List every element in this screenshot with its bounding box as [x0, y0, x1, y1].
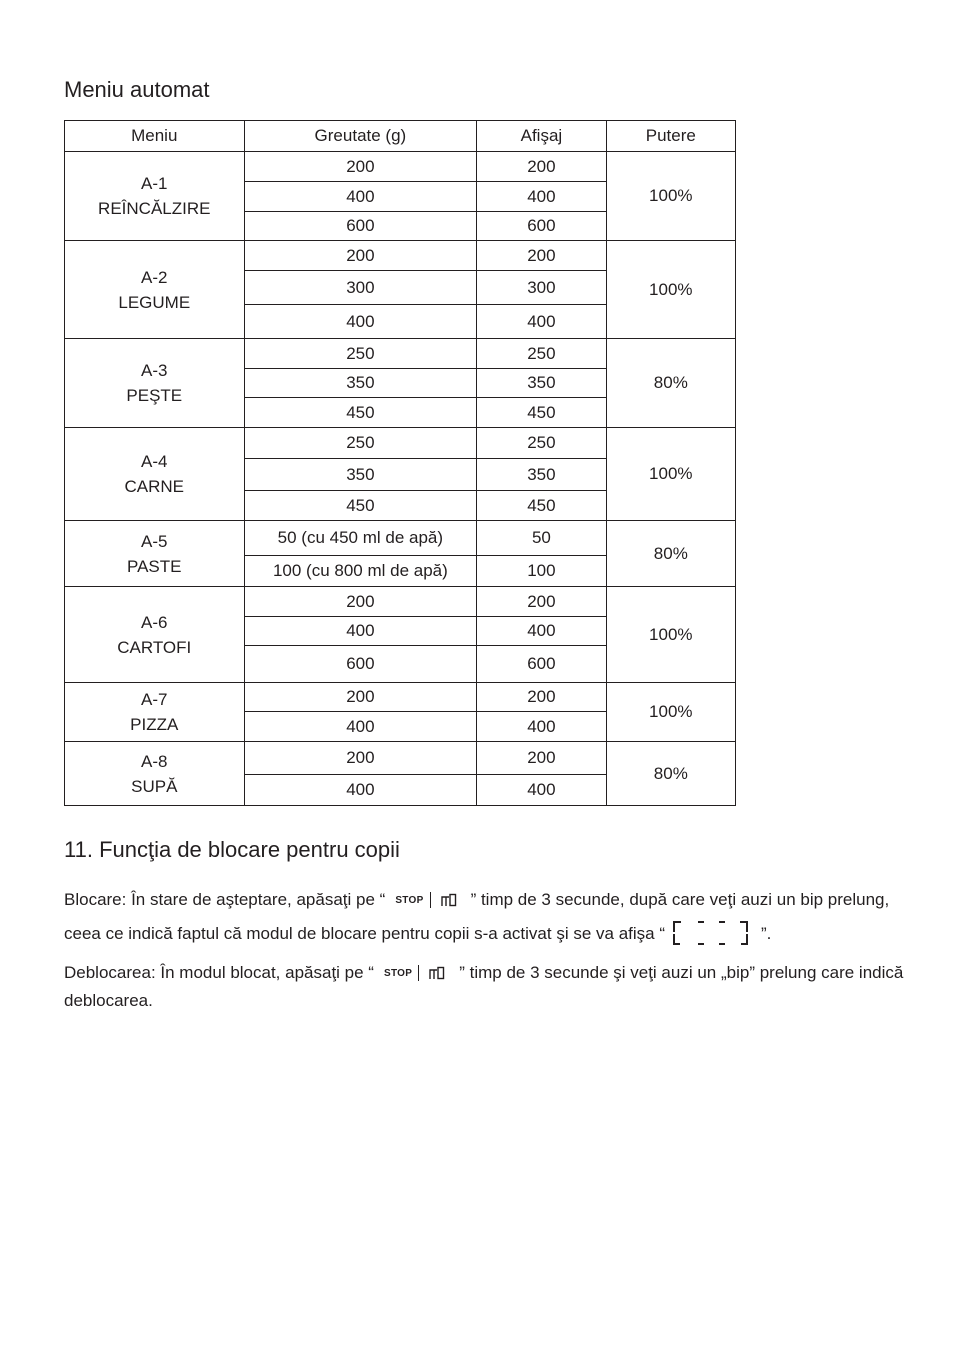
- page-title: Meniu automat: [64, 77, 210, 102]
- display-cell: 400: [477, 617, 606, 646]
- table-row: [65, 742, 736, 775]
- power-cell: 80%: [606, 521, 735, 587]
- weight-cell: 200: [244, 152, 477, 182]
- weight-cell: 450: [244, 491, 477, 521]
- menu-name: CARNE: [124, 477, 185, 496]
- power-cell: 100%: [606, 428, 735, 521]
- stop-icon: STOP: [383, 968, 413, 979]
- menu-name: PIZZA: [130, 715, 179, 734]
- table-row: [65, 428, 736, 459]
- menu-cell: [65, 339, 245, 428]
- power-cell: 100%: [606, 587, 735, 683]
- table-row: [65, 521, 736, 556]
- header-display: Afişaj: [477, 121, 606, 152]
- display-cell: 400: [477, 305, 606, 339]
- weight-cell: 600: [244, 212, 477, 241]
- display-cell: 600: [477, 646, 606, 683]
- lock-paragraph: [64, 884, 904, 957]
- table-row: [65, 152, 736, 182]
- menu-code: A-7: [141, 690, 168, 709]
- header-power: Putere: [606, 121, 735, 152]
- menu-code: A-5: [141, 531, 168, 551]
- menu-code: A-2: [141, 267, 168, 287]
- weight-cell: 100 (cu 800 ml de apă): [244, 556, 477, 587]
- display-cell: 200: [477, 152, 606, 182]
- display-cell: 50: [477, 521, 606, 556]
- weight-cell: 400: [244, 305, 477, 339]
- menu-name: SUPĂ: [131, 776, 178, 796]
- separator: [430, 892, 431, 908]
- display-cell: 350: [477, 459, 606, 491]
- weight-cell: 200: [244, 241, 477, 271]
- weight-cell: 50 (cu 450 ml de apă): [244, 521, 477, 556]
- weight-cell: 200: [244, 587, 477, 617]
- unlock-text-before: Deblocarea: În modul blocat, apăsaţi pe “: [64, 963, 374, 982]
- menu-name: REÎNCĂLZIRE: [98, 199, 211, 218]
- display-cell: 600: [477, 212, 606, 241]
- separator: [418, 965, 419, 981]
- section-title: 11. Funcţia de blocare pentru copii: [64, 837, 400, 862]
- weight-cell: 250: [244, 428, 477, 459]
- menu-name: LEGUME: [118, 292, 191, 312]
- key-lock-icon: [429, 962, 445, 988]
- table-row: [65, 587, 736, 617]
- menu-cell: [65, 587, 245, 683]
- lock-text-middle: ” timp de 3 secunde, după care veţi auzi un bip prelung, ceea ce indică faptul că modul de blocare pentru copii s-a activat şi se va afişa “: [64, 890, 890, 943]
- power-cell: 100%: [606, 241, 735, 339]
- display-cell: 250: [477, 428, 606, 459]
- table-row: [65, 683, 736, 712]
- weight-cell: 400: [244, 775, 477, 806]
- display-cell: 250: [477, 339, 606, 369]
- menu-code: A-3: [141, 361, 168, 380]
- display-cell: 200: [477, 587, 606, 617]
- unlock-paragraph: [64, 960, 904, 1014]
- lock-text-end: ”.: [761, 924, 772, 943]
- weight-cell: 300: [244, 271, 477, 305]
- weight-cell: 450: [244, 398, 477, 428]
- key-lock-icon: [441, 886, 457, 918]
- menu-code: A-4: [141, 452, 168, 471]
- menu-code: A-8: [141, 751, 168, 771]
- weight-cell: 200: [244, 683, 477, 712]
- display-cell: 400: [477, 712, 606, 742]
- menu-name: PASTE: [127, 556, 182, 576]
- auto-menu-table: [64, 120, 736, 806]
- menu-cell: [65, 152, 245, 241]
- weight-cell: 400: [244, 712, 477, 742]
- stop-icon: STOP: [395, 895, 424, 906]
- weight-cell: 250: [244, 339, 477, 369]
- table-header-row: [65, 121, 736, 152]
- menu-cell: [65, 742, 245, 806]
- header-menu: Meniu: [65, 121, 245, 152]
- display-cell: 100: [477, 556, 606, 587]
- menu-name: CARTOFI: [117, 637, 192, 657]
- display-cell: 200: [477, 241, 606, 271]
- display-cell: 400: [477, 182, 606, 212]
- menu-cell: [65, 521, 245, 587]
- display-cell: 450: [477, 491, 606, 521]
- header-weight: Greutate (g): [244, 121, 477, 152]
- weight-cell: 400: [244, 617, 477, 646]
- menu-cell: [65, 241, 245, 339]
- power-cell: 80%: [606, 742, 735, 806]
- weight-cell: 400: [244, 182, 477, 212]
- display-cell: 350: [477, 369, 606, 398]
- display-cell: 200: [477, 742, 606, 775]
- lock-display-icon: [671, 920, 755, 957]
- display-cell: 400: [477, 775, 606, 806]
- menu-name: PEŞTE: [126, 386, 183, 405]
- display-cell: 450: [477, 398, 606, 428]
- power-cell: 80%: [606, 339, 735, 428]
- menu-code: A-1: [141, 174, 168, 193]
- menu-cell: [65, 683, 245, 742]
- power-cell: 100%: [606, 152, 735, 241]
- menu-cell: [65, 428, 245, 521]
- display-cell: 300: [477, 271, 606, 305]
- menu-code: A-6: [141, 612, 168, 632]
- weight-cell: 350: [244, 459, 477, 491]
- power-cell: 100%: [606, 683, 735, 742]
- table-row: [65, 339, 736, 369]
- weight-cell: 600: [244, 646, 477, 683]
- display-cell: 200: [477, 683, 606, 712]
- unlock-text-after: ” timp de 3 secunde şi veţi auzi un „bip” prelung care indică deblocarea.: [64, 963, 904, 1010]
- weight-cell: 350: [244, 369, 477, 398]
- weight-cell: 200: [244, 742, 477, 775]
- table-row: [65, 241, 736, 271]
- lock-text-before: Blocare: În stare de aşteptare, apăsaţi pe “: [64, 890, 386, 909]
